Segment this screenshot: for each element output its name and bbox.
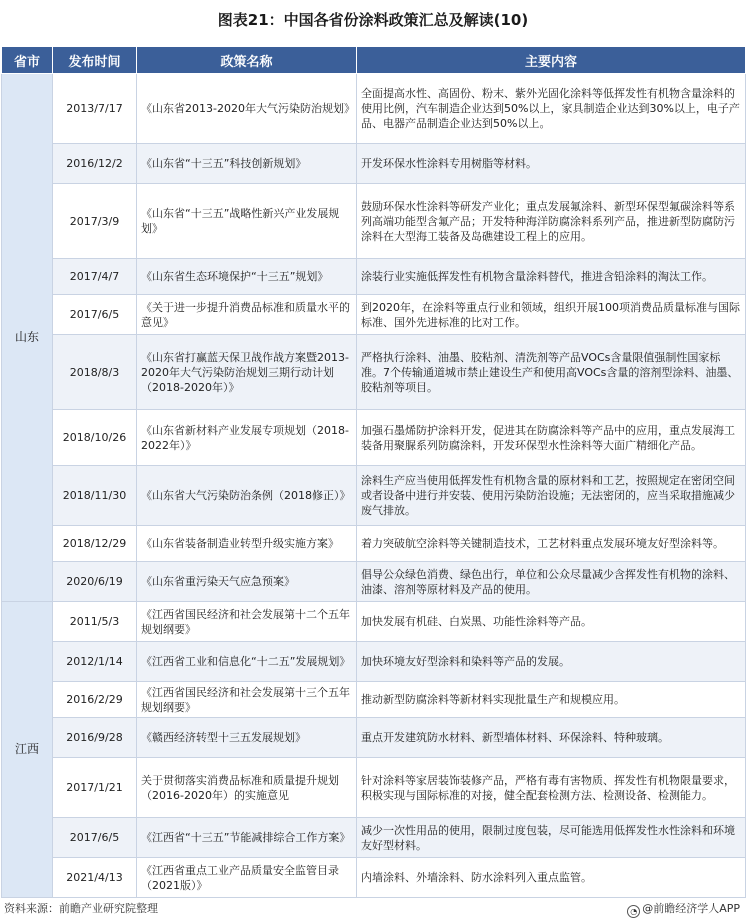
policy-name-cell: 《江西省工业和信息化“十二五”发展规划》 xyxy=(137,642,357,682)
source-note: 资料来源：前瞻产业研究院整理 xyxy=(4,902,158,915)
table-row xyxy=(2,410,746,466)
table-row xyxy=(2,184,746,259)
header-date: 发布时间 xyxy=(53,47,137,74)
policy-date-cell: 2016/2/29 xyxy=(53,682,137,718)
policy-content-cell: 到2020年，在涂料等重点行业和领域，组织开展100项消费品质量标准与国际标准、国外先进标准的比对工作。 xyxy=(357,295,746,335)
policy-name-cell: 《山东省大气污染防治条例（2018修正）》 xyxy=(137,466,357,526)
policy-content-cell: 内墙涂料、外墙涂料、防水涂料列入重点监管。 xyxy=(357,858,746,898)
table-row xyxy=(2,562,746,602)
policy-name-cell: 《赣西经济转型十三五发展规划》 xyxy=(137,718,357,758)
policy-date-cell: 2018/10/26 xyxy=(53,410,137,466)
policy-date-cell: 2017/3/9 xyxy=(53,184,137,259)
table-row xyxy=(2,682,746,718)
policy-date-cell: 2016/9/28 xyxy=(53,718,137,758)
policy-content-cell: 针对涂料等家居装饰装修产品，严格有毒有害物质、挥发性有机物限量要求，积极实现与国际标准的对接，健全配套检测方法、检测设备、检测能力。 xyxy=(357,758,746,818)
table-body xyxy=(2,74,746,898)
brand-credit xyxy=(627,900,740,918)
policy-name-cell: 《山东省生态环境保护“十三五”规划》 xyxy=(137,259,357,295)
province-cell: 山东 xyxy=(2,74,53,602)
policy-content-cell: 加强石墨烯防护涂料开发，促进其在防腐涂料等产品中的应用，重点发展海工装备用聚脲系列防腐涂料，开发环保型水性涂料等大面广精细化产品。 xyxy=(357,410,746,466)
policy-date-cell: 2011/5/3 xyxy=(53,602,137,642)
policy-date-cell: 2018/8/3 xyxy=(53,335,137,410)
policy-name-cell: 《山东省装备制造业转型升级实施方案》 xyxy=(137,526,357,562)
policy-content-cell: 涂料生产应当使用低挥发性有机物含量的原材料和工艺，按照规定在密闭空间或者设备中进行并安装、使用污染防治设施；无法密闭的，应当采取措施减少废气排放。 xyxy=(357,466,746,526)
policy-date-cell: 2012/1/14 xyxy=(53,642,137,682)
policy-content-cell: 严格执行涂料、油墨、胶粘剂、清洗剂等产品VOCs含量限值强制性国家标准。7个传输通道城市禁止建设生产和使用高VOCs含量的溶剂型涂料、油墨、胶粘剂等项目。 xyxy=(357,335,746,410)
policy-name-cell: 《山东省重污染天气应急预案》 xyxy=(137,562,357,602)
table-row xyxy=(2,642,746,682)
policy-content-cell: 涂装行业实施低挥发性有机物含量涂料替代，推进含铅涂料的淘汰工作。 xyxy=(357,259,746,295)
policy-table xyxy=(1,46,746,898)
table-row xyxy=(2,718,746,758)
table-row xyxy=(2,295,746,335)
header-main-content: 主要内容 xyxy=(357,47,746,74)
brand-text: @前瞻经济学人APP xyxy=(642,902,740,915)
policy-content-cell: 加快环境友好型涂料和染料等产品的发展。 xyxy=(357,642,746,682)
policy-date-cell: 2017/6/5 xyxy=(53,295,137,335)
policy-date-cell: 2020/6/19 xyxy=(53,562,137,602)
table-row xyxy=(2,526,746,562)
table-row xyxy=(2,144,746,184)
policy-name-cell: 《山东省新材料产业发展专项规划（2018-2022年）》 xyxy=(137,410,357,466)
policy-date-cell: 2018/12/29 xyxy=(53,526,137,562)
policy-content-cell: 着力突破航空涂料等关键制造技术，工艺材料重点发展环境友好型涂料等。 xyxy=(357,526,746,562)
policy-content-cell: 推动新型防腐涂料等新材料实现批量生产和规模应用。 xyxy=(357,682,746,718)
policy-date-cell: 2017/1/21 xyxy=(53,758,137,818)
policy-content-cell: 减少一次性用品的使用，限制过度包装，尽可能选用低挥发性水性涂料和环境友好型材料。 xyxy=(357,818,746,858)
policy-name-cell: 关于贯彻落实消费品标准和质量提升规划（2016-2020年）的实施意见 xyxy=(137,758,357,818)
policy-date-cell: 2017/4/7 xyxy=(53,259,137,295)
page-title: 图表21：中国各省份涂料政策汇总及解读(10) xyxy=(217,11,529,29)
policy-content-cell: 鼓励环保水性涂料等研发产业化；重点发展氟涂料、新型环保型氟碳涂料等系列高端功能型含氟产品；开发特种海洋防腐涂料系列产品，推进新型防腐防污涂料在大型海工装备及岛礁建设工程上的应用。 xyxy=(357,184,746,259)
policy-date-cell: 2013/7/17 xyxy=(53,74,137,144)
policy-name-cell: 《山东省“十三五”科技创新规划》 xyxy=(137,144,357,184)
header-province: 省市 xyxy=(2,47,53,74)
table-row xyxy=(2,858,746,898)
table-row xyxy=(2,602,746,642)
table-row xyxy=(2,818,746,858)
policy-name-cell: 《江西省国民经济和社会发展第十二个五年规划纲要》 xyxy=(137,602,357,642)
table-row xyxy=(2,335,746,410)
policy-date-cell: 2016/12/2 xyxy=(53,144,137,184)
policy-date-cell: 2017/6/5 xyxy=(53,818,137,858)
policy-date-cell: 2018/11/30 xyxy=(53,466,137,526)
policy-content-cell: 全面提高水性、高固份、粉末、紫外光固化涂料等低挥发性有机物含量涂料的使用比例，汽车制造企业达到50%以上，家具制造企业达到30%以上，电子产品、电器产品制造企业达到50%以上。 xyxy=(357,74,746,144)
policy-name-cell: 《江西省国民经济和社会发展第十三个五年规划纲要》 xyxy=(137,682,357,718)
policy-date-cell: 2021/4/13 xyxy=(53,858,137,898)
table-row xyxy=(2,758,746,818)
policy-content-cell: 倡导公众绿色消费、绿色出行，单位和公众尽量减少含挥发性有机物的涂料、油漆、溶剂等原材料及产品的使用。 xyxy=(357,562,746,602)
table-row xyxy=(2,259,746,295)
province-cell: 江西 xyxy=(2,602,53,898)
policy-name-cell: 《江西省“十三五”节能减排综合工作方案》 xyxy=(137,818,357,858)
policy-name-cell: 《关于进一步提升消费品标准和质量水平的意见》 xyxy=(137,295,357,335)
policy-content-cell: 开发环保水性涂料专用树脂等材料。 xyxy=(357,144,746,184)
policy-name-cell: 《江西省重点工业产品质量安全监管目录（2021版）》 xyxy=(137,858,357,898)
policy-name-cell: 《山东省打赢蓝天保卫战作战方案暨2013-2020年大气污染防治规划三期行动计划（2018-2020年）》 xyxy=(137,335,357,410)
table-header-row xyxy=(2,47,746,74)
policy-name-cell: 《山东省2013-2020年大气污染防治规划》 xyxy=(137,74,357,144)
policy-content-cell: 重点开发建筑防水材料、新型墙体材料、环保涂料、特种玻璃。 xyxy=(357,718,746,758)
table-row xyxy=(2,74,746,144)
table-row xyxy=(2,466,746,526)
policy-name-cell: 《山东省“十三五”战略性新兴产业发展规划》 xyxy=(137,184,357,259)
policy-content-cell: 加快发展有机硅、白炭黑、功能性涂料等产品。 xyxy=(357,602,746,642)
header-policy-name: 政策名称 xyxy=(137,47,357,74)
qianzhan-logo-icon: ◔ xyxy=(627,905,640,918)
